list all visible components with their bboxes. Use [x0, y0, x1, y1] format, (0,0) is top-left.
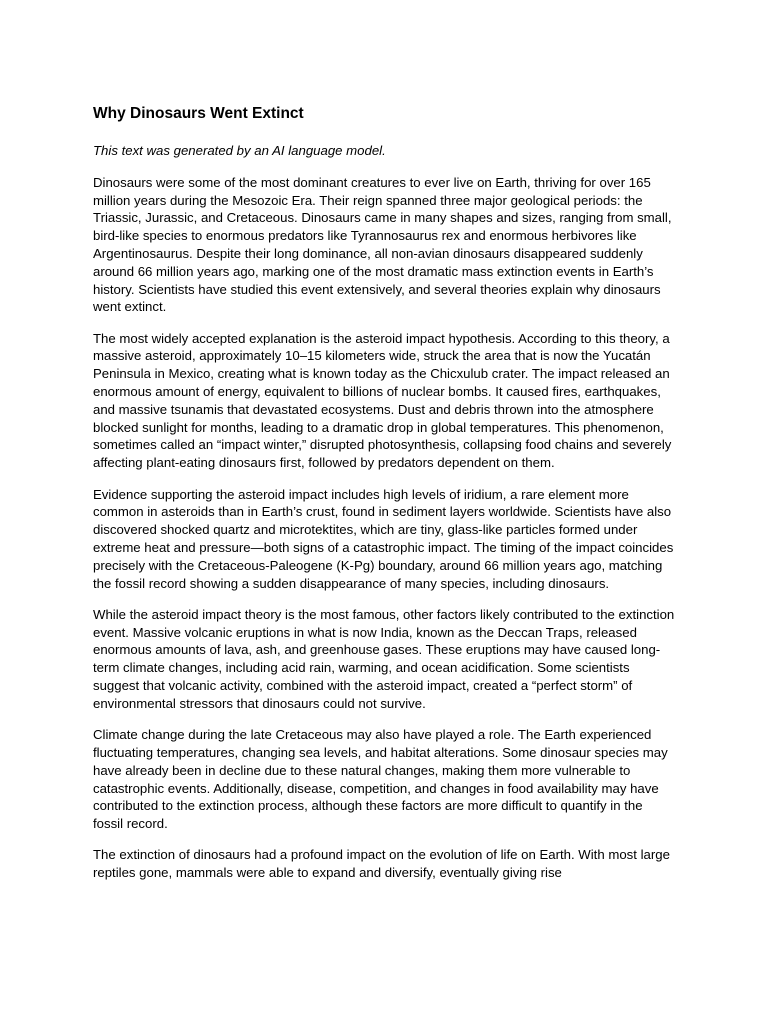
paragraph-evolutionary-impact: The extinction of dinosaurs had a profound impact on the evolution of life on Earth. With most large reptiles gone, mammals were able to expand and diversify, eventually giving rise [93, 847, 670, 881]
paragraph-asteroid-hypothesis: The most widely accepted explanation is the asteroid impact hypothesis. According to this theory, a massive asteroid, approximately 10–15 kilometers wide, struck the area that is now the Yucatán Peninsula in Mexico, creating what is known today as the Chicxulub crater. The impact released an enormous amount of energy, equivalent to billions of nuclear bombs. It caused fires, earthquakes, and massive tsunamis that devastated ecosystems. Dust and debris thrown into the atmosphere blocked sunlight for months, leading to a dramatic drop in global temperatures. This phenomenon, sometimes called an “impact winter,” disrupted photosynthesis, collapsing food chains and severely affecting plant-eating dinosaurs first, followed by predators dependent on them. [93, 330, 672, 471]
paragraph-volcanic-activity: While the asteroid impact theory is the most famous, other factors likely contributed to the extinction event. Massive volcanic eruptions in what is now India, known as the Deccan Traps, released enormous amounts of lava, ash, and greenhouse gases. These eruptions may have caused long-term climate changes, including acid rain, warming, and ocean acidification. Some scientists suggest that volcanic activity, combined with the asteroid impact, created a “perfect storm” of environmental stressors that dinosaurs could not survive. [93, 606, 675, 711]
paragraph-intro: Dinosaurs were some of the most dominant creatures to ever live on Earth, thriving for over 165 million years during the Mesozoic Era. Their reign spanned three major geological periods: the Triassic, Jurassic, and Cretaceous. Dinosaurs came in many shapes and sizes, ranging from small, bird-like species to enormous predators like Tyrannosaurus rex and enormous herbivores like Argentinosaurus. Despite their long dominance, all non-avian dinosaurs disappeared suddenly around 66 million years ago, marking one of the most dramatic mass extinction events in Earth’s history. Scientists have studied this event extensively, and several theories explain why dinosaurs went extinct. [93, 174, 672, 315]
paragraph-climate-change: Climate change during the late Cretaceous may also have played a role. The Earth experienced fluctuating temperatures, changing sea levels, and habitat alterations. Some dinosaur species may have already been in decline due to these natural changes, making them more vulnerable to catastrophic events. Additionally, disease, competition, and changes in food availability may have contributed to the extinction process, although these factors are more difficult to quantify in the fossil record. [93, 727, 668, 832]
document-page [93, 103, 675, 882]
document-title: Why Dinosaurs Went Extinct [93, 105, 304, 122]
paragraph-impact-evidence: Evidence supporting the asteroid impact includes high levels of iridium, a rare element more common in asteroids than in Earth’s crust, found in sediment layers worldwide. Scientists have also discovered shocked quartz and microtektites, which are tiny, glass-like particles formed under extreme heat and pressure—both signs of a catastrophic impact. The timing of the impact coincides precisely with the Cretaceous-Paleogene (K-Pg) boundary, around 66 million years ago, matching the fossil record showing a sudden disappearance of many species, including dinosaurs. [93, 486, 674, 591]
ai-disclaimer: This text was generated by an AI language model. [93, 143, 386, 158]
